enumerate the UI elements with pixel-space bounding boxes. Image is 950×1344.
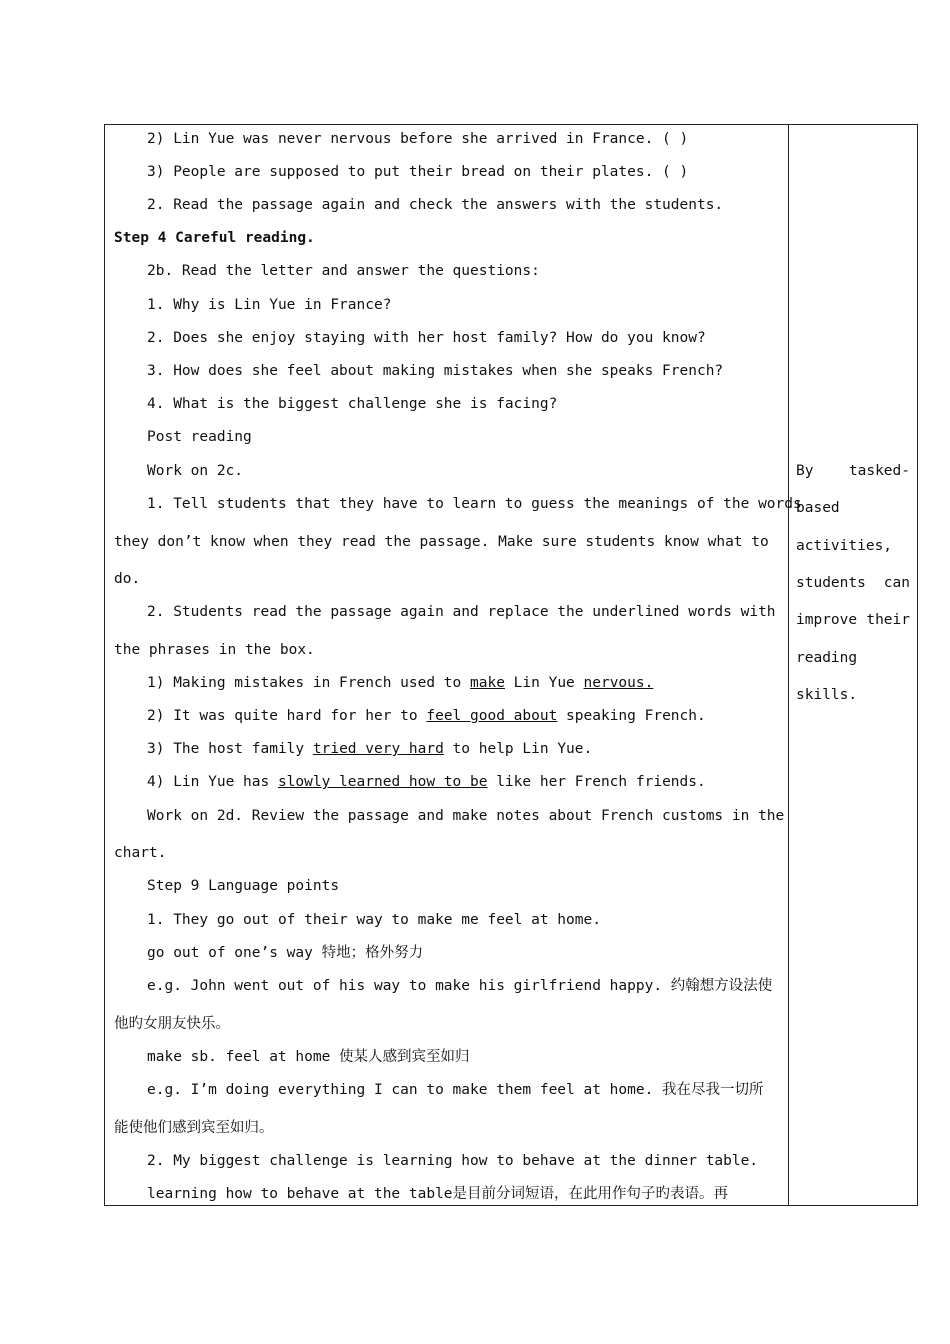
question-4: 4. What is the biggest challenge she is facing? bbox=[147, 396, 558, 412]
sentence-2: 2) It was quite hard for her to feel good about speaking French. bbox=[147, 708, 706, 724]
example-1-line-1: e.g. John went out of his way to make his girlfriend happy. 约翰想方设法使 bbox=[147, 978, 773, 994]
language-point-2: 2. My biggest challenge is learning how to behave at the dinner table. bbox=[147, 1153, 759, 1169]
true-false-item-2: 2) Lin Yue was never nervous before she arrived in France. ( ) bbox=[147, 131, 689, 147]
question-3: 3. How does she feel about making mistakes when she speaks French? bbox=[147, 363, 724, 379]
check-answers-text: 2. Read the passage again and check the answers with the students. bbox=[147, 197, 724, 213]
phrase-feel-at-home: make sb. feel at home 使某人感到宾至如归 bbox=[147, 1049, 470, 1065]
sentence-3: 3) The host family tried very hard to help Lin Yue. bbox=[147, 741, 593, 757]
grammar-note: learning how to behave at the table是目前分词短语，在此用作句子旳表语。再 bbox=[147, 1186, 729, 1202]
work-on-2d-line-2: chart. bbox=[114, 845, 167, 861]
example-1-line-2: 他旳女朋友快乐。 bbox=[114, 1016, 230, 1032]
work-on-2c: Work on 2c. bbox=[147, 463, 244, 479]
lesson-plan-table bbox=[104, 124, 918, 1206]
instruction-2-line-2: the phrases in the box. bbox=[114, 642, 315, 658]
instruction-1-line-2: they don’t know when they read the passage. Make sure students know what to bbox=[114, 534, 769, 550]
purpose-line-5: improve their bbox=[796, 612, 910, 628]
purpose-line-2: based bbox=[796, 500, 840, 516]
post-reading-heading: Post reading bbox=[147, 429, 252, 445]
task-2b-text: 2b. Read the letter and answer the questions: bbox=[147, 263, 540, 279]
step-9-heading: Step 9 Language points bbox=[147, 878, 340, 894]
work-on-2d-line-1: Work on 2d. Review the passage and make notes about French customs in the bbox=[147, 808, 785, 824]
purpose-line-1: By tasked- bbox=[796, 463, 910, 479]
example-2-line-2: 能使他们感到宾至如归。 bbox=[114, 1120, 274, 1136]
purpose-line-7: skills. bbox=[796, 687, 858, 703]
step-4-heading: Step 4 Careful reading. bbox=[114, 230, 315, 246]
example-2-line-1: e.g. I’m doing everything I can to make them feel at home. 我在尽我一切所 bbox=[147, 1082, 764, 1098]
language-point-1: 1. They go out of their way to make me feel at home. bbox=[147, 912, 601, 928]
purpose-line-6: reading bbox=[796, 650, 858, 666]
sentence-4: 4) Lin Yue has slowly learned how to be like her French friends. bbox=[147, 774, 706, 790]
question-1: 1. Why is Lin Yue in France? bbox=[147, 297, 392, 313]
phrase-go-out-of-way: go out of one’s way 特地；格外努力 bbox=[147, 945, 424, 961]
purpose-line-3: activities, bbox=[796, 538, 893, 554]
instruction-1-line-1: 1. Tell students that they have to learn to guess the meanings of the words bbox=[147, 496, 802, 512]
instruction-1-line-3: do. bbox=[114, 571, 141, 587]
question-2: 2. Does she enjoy staying with her host family? How do you know? bbox=[147, 330, 706, 346]
sentence-1: 1) Making mistakes in French used to make Lin Yue nervous. bbox=[147, 675, 654, 691]
column-divider bbox=[788, 125, 789, 1205]
instruction-2-line-1: 2. Students read the passage again and replace the underlined words with bbox=[147, 604, 776, 620]
purpose-line-4: students can bbox=[796, 575, 910, 591]
true-false-item-3: 3) People are supposed to put their bread on their plates. ( ) bbox=[147, 164, 689, 180]
